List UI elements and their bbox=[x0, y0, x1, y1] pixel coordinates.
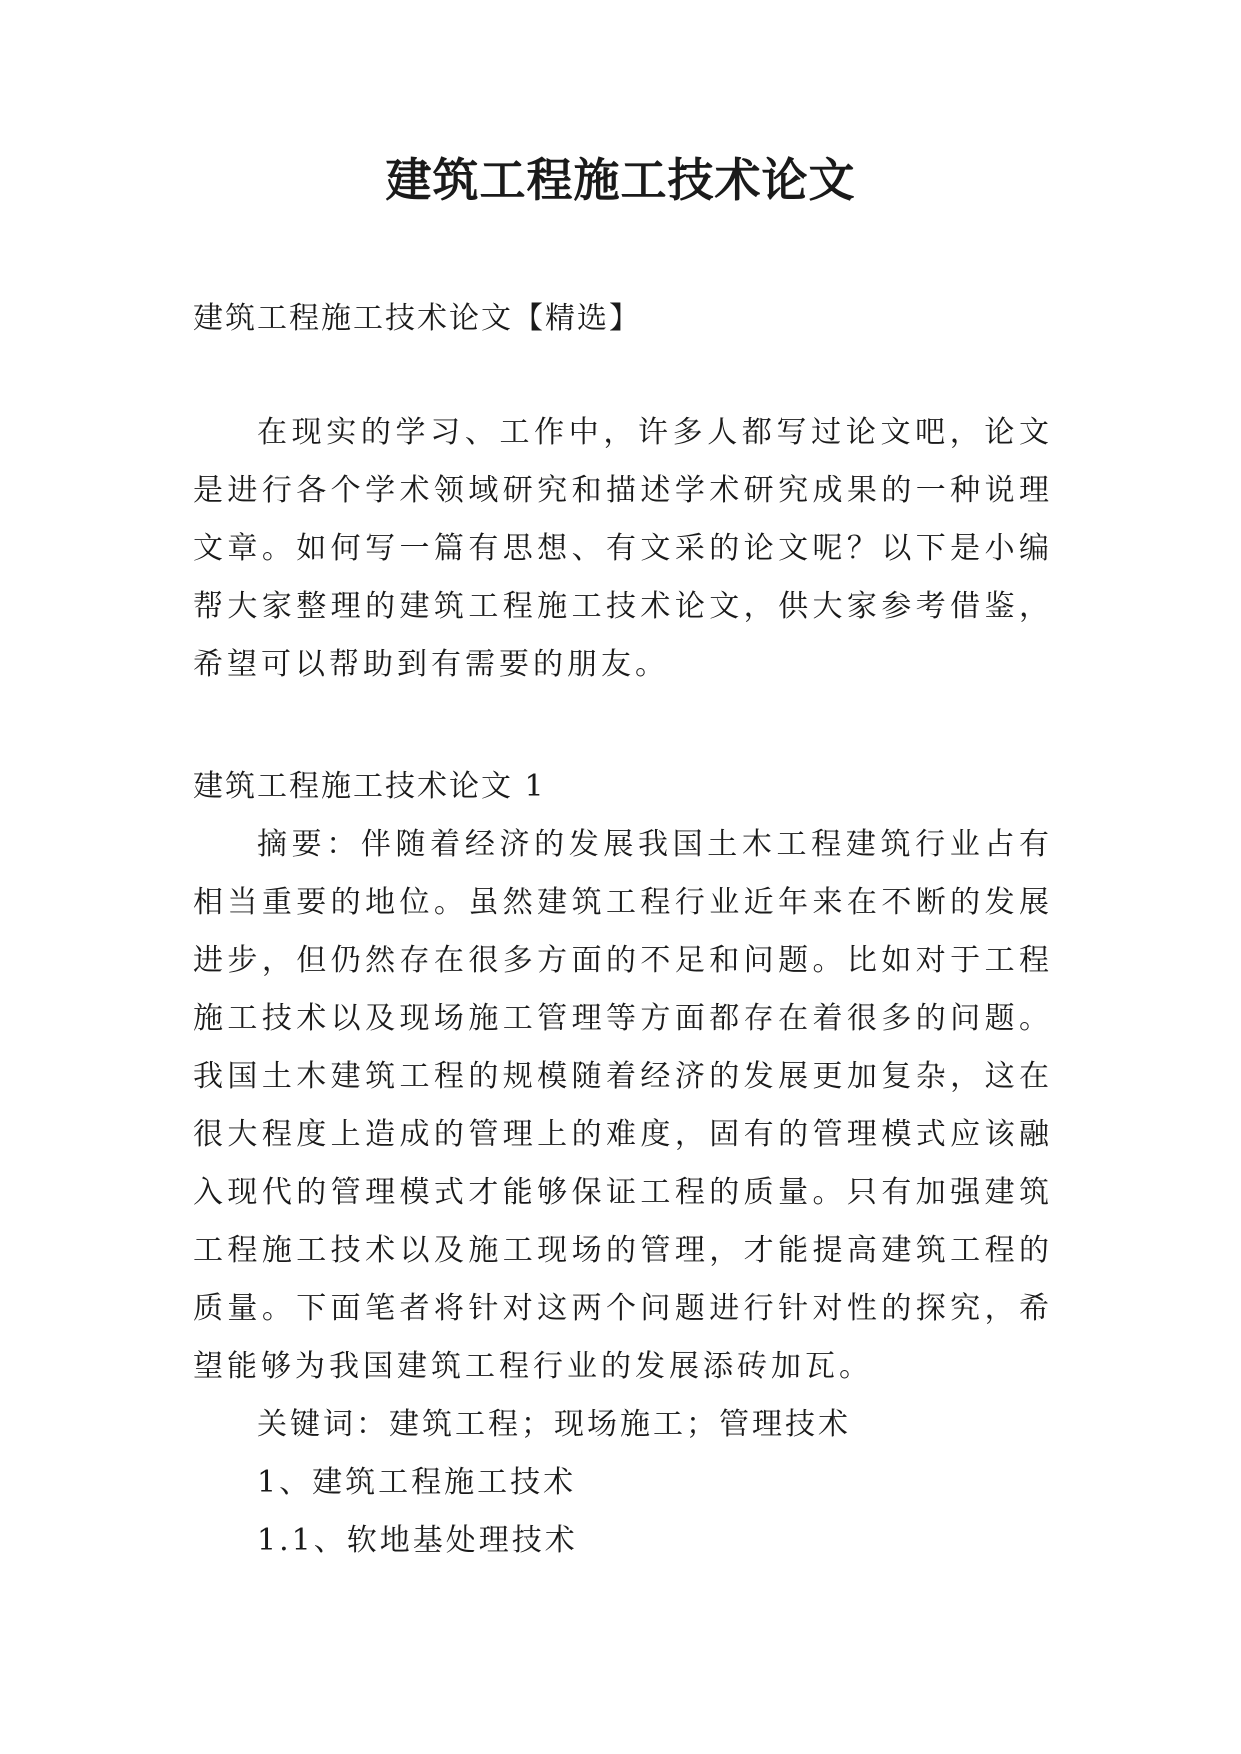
section-title: 建筑工程施工技术论文 1 bbox=[193, 769, 546, 804]
abstract-paragraph: 摘要：伴随着经济的发展我国土木工程建筑行业占有相当重要的地位。虽然建筑工程行业近年来在不断的发展进步，但仍然存在很多方面的不足和问题。比如对于工程施工技术以及现场施工管理等方面都存在着很多的问题。我国土木建筑工程的规模随着经济的发展更加复杂，这在很大程度上造成的管理上的难度，固有的管理模式应该融入现代的管理模式才能够保证工程的质量。只有加强建筑工程施工技术以及施工现场的管理，才能提高建筑工程的质量。下面笔者将针对这两个问题进行针对性的探究，希望能够为我国建筑工程行业的发展添砖加瓦。 bbox=[193, 827, 1053, 1384]
document-subtitle: 建筑工程施工技术论文【精选】 bbox=[193, 301, 641, 336]
heading-1-1: 1.1、软地基处理技术 bbox=[257, 1523, 578, 1558]
document-title: 建筑工程施工技术论文 bbox=[385, 153, 856, 207]
intro-paragraph: 在现实的学习、工作中，许多人都写过论文吧，论文是进行各个学术领域研究和描述学术研究成果的一种说理文章。如何写一篇有思想、有文采的论文呢？以下是小编帮大家整理的建筑工程施工技术论文，供大家参考借鉴，希望可以帮助到有需要的朋友。 bbox=[193, 415, 1053, 682]
heading-1: 1、建筑工程施工技术 bbox=[257, 1465, 577, 1500]
keywords-line: 关键词：建筑工程；现场施工；管理技术 bbox=[257, 1407, 851, 1442]
